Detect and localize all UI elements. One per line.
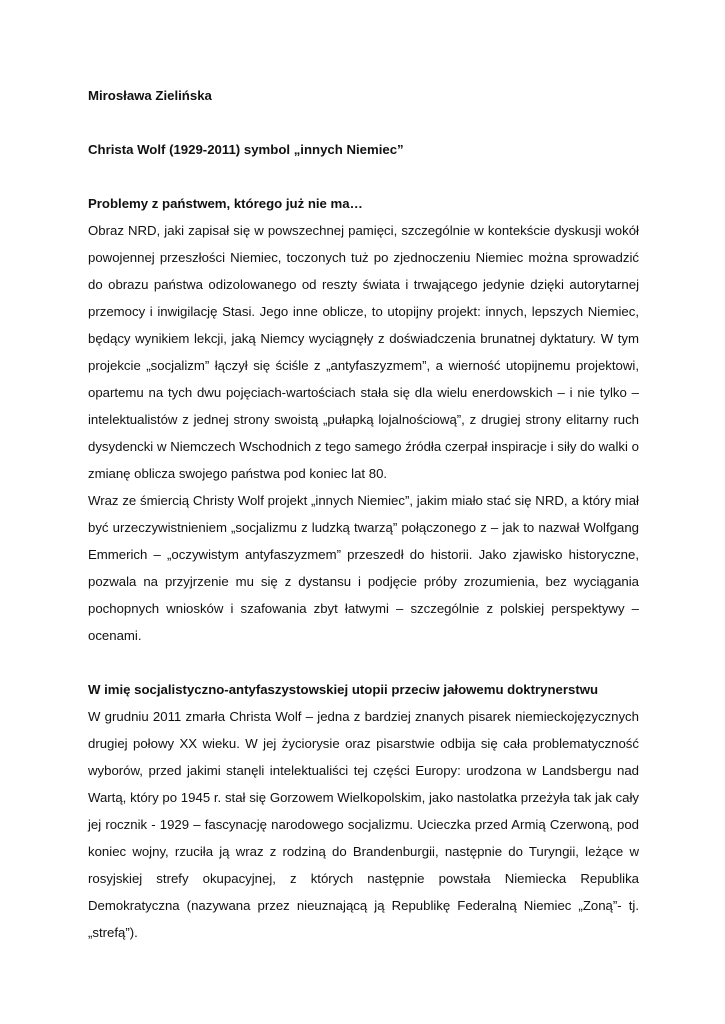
document-title: Christa Wolf (1929-2011) symbol „innych Niemiec” xyxy=(88,142,404,157)
section-spacer xyxy=(88,649,639,676)
document-page xyxy=(88,82,639,946)
paragraph-1: Obraz NRD, jaki zapisał się w powszechnej pamięci, szczególnie w kontekście dyskusji wokół powojennej przeszłości Niemiec, toczonych tuż po zjednoczeniu Niemiec można sprowadzić do obrazu państwa odizolowanego od reszty świata i trwającego jedynie dzięki autorytarnej przemocy i inwigilację Stasi. Jego inne oblicze, to utopijny projekt: innych, lepszych Niemiec, będący wynikiem lekcji, jaką Niemcy wyciągnęły z doświadczenia brunatnej dyktatury. W tym projekcie „socjalizm” łączył się ściśle z „antyfaszyzmem”, a wierność utopijnemu projektowi, opartemu na tych dwu pojęciach-wartościach stała się dla wielu enerdowskich – i nie tylko – intelektualistów z jednej strony swoistą „pułapką lojalnościową”, z drugiej strony elitarny ruch dysydencki w Niemczech Wschodnich z tego samego źródła czerpał inspiracje i siły do walki o zmianę oblicza swojego państwa pod koniec lat 80. xyxy=(88,223,639,481)
paragraph-2: Wraz ze śmiercią Christy Wolf projekt „innych Niemiec”, jakim miało stać się NRD, a który miał być urzeczywistnieniem „socjalizmu z ludzką twarzą” połączonego z – jak to nazwał Wolfgang Emmerich – „oczywistym antyfaszyzmem” przeszedł do historii. Jako zjawisko historyczne, pozwala na przyjrzenie mu się z dystansu i podjęcie próby zrozumienia, bez wyciągania pochopnych wniosków i szafowania zbyt łatwymi – szczególnie z polskiej perspektywy – ocenami. xyxy=(88,493,639,643)
section-heading-2: W imię socjalistyczno-antyfaszystowskiej utopii przeciw jałowemu doktrynerstwu xyxy=(88,682,599,697)
paragraph-3: W grudniu 2011 zmarła Christa Wolf – jedna z bardziej znanych pisarek niemieckojęzycznych drugiej połowy XX wieku. W jej życiorysie oraz pisarstwie odbija się cała problematyczność wyborów, przed jakimi stanęli intelektualiści tej części Europy: urodzona w Landsbergu nad Wartą, który po 1945 r. stał się Gorzowem Wielkopolskim, jako nastolatka przeżyła tak jak cały jej rocznik - 1929 – fascynację narodowego socjalizmu. Ucieczka przed Armią Czerwoną, pod koniec wojny, rzuciła ją wraz z rodziną do Brandenburgii, następnie do Turyngii, leżące w rosyjskiej strefy okupacyjnej, z których następnie powstała Niemiecka Republika Demokratyczna (nazywana przez nieuznającą ją Republikę Federalną Niemiec „Zoną”- tj. „strefą”). xyxy=(88,709,639,940)
author-name: Mirosława Zielińska xyxy=(88,88,212,103)
section-heading-1: Problemy z państwem, którego już nie ma… xyxy=(88,196,363,211)
